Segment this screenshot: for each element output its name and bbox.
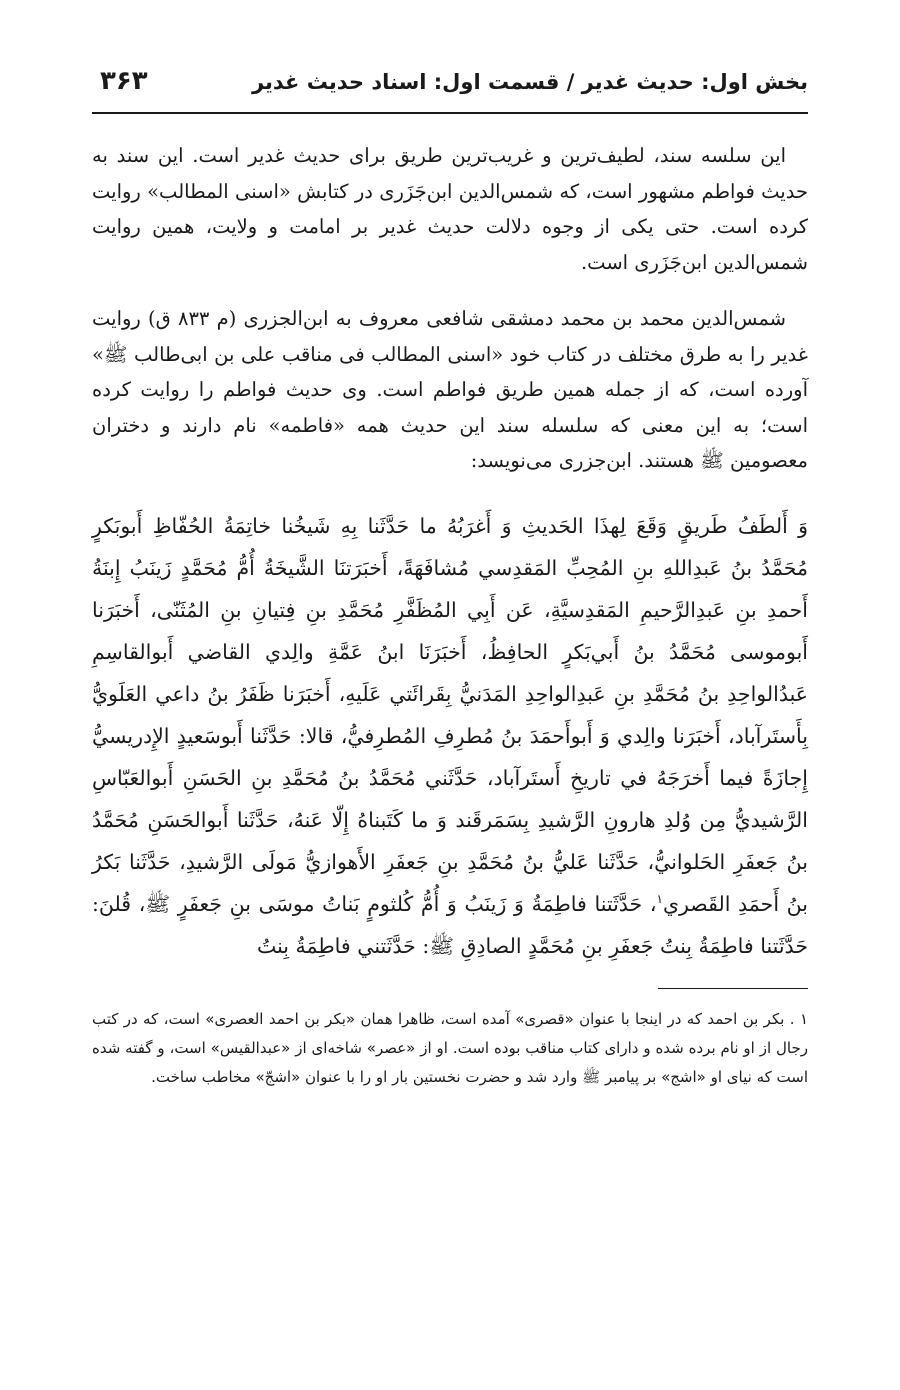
arabic-hadith-chain (92, 505, 808, 967)
book-page (92, 66, 808, 1092)
body-text (92, 138, 808, 967)
paragraph-intro: این سلسه سند، لطیف‌ترین و غریب‌ترین طریق برای حدیث غدیر است. این سند به حدیث فواطم مشهور است، که شمس‌الدین ابن‌جَزَری در کتابش «اسنی المطالب» روایت کرده است. حتی یکی از وجوه دلالت حدیث غدیر بر امامت و ولایت، همین روایت شمس‌الدین ابن‌جَزَری است. (92, 144, 808, 274)
page-number: ۳۶۳ (100, 66, 148, 96)
arabic-text-part-2: ، حَدَّثَتنا فاطِمَةُ وَ زَينَبُ وَ أُمُّ كُلثومٍ بَناتُ موسَى بنِ جَعفَرٍ ﷺ، قُلنَ: حَدَّثَتنا فاطِمَةُ بِنتُ جَعفَرِ بنِ مُحَمَّدٍ الصادِقِ ﷺ: حَدَّثَتني فاطِمَةُ بِنتُ (92, 891, 808, 958)
footnote-reference: ۱ (656, 891, 663, 906)
running-head: بخش اول: حدیث غدیر / قسمت اول: اسناد حدیث غدیر (251, 70, 808, 94)
footnote: ۱ . بکر بن احمد که در اینجا با عنوان «قصری» آمده است، ظاهرا همان «بکر بن احمد العصری» است، که در کتب رجال از او نام برده شده و دارای کتاب مناقب بوده است. او از «عصر» شاخه‌ای از «عبدالقیس» است، و گفته شده است که نیای او «اشج» بر پیامبر ﷺ وارد شد و حضرت نخستین بار او را با عنوان «اشجّ» مخاطب ساخت. (92, 1009, 808, 1086)
paragraph-ibn-jazari: شمس‌الدین محمد بن محمد دمشقی شافعی معروف به ابن‌الجزری (م ۸۳۳ ق) روایت غدیر را به طرق مختلف در کتاب خود «اسنی المطالب فی مناقب علی بن ابی‌طالب ﷺ» آورده است، که از جمله همین طریق فواطم است. وی حدیث فواطم را روایت کرده است؛ به این معنی که سلسله سند این حدیث همه «فاطمه» نام دارند و دختران معصومین ﷺ هستند. ابن‌جزری می‌نویسد: (92, 307, 808, 472)
page-header (92, 66, 808, 114)
arabic-text-part-1: وَ أَلطَفُ طَريقٍ وَقَعَ لِهذَا الحَديثِ وَ أَغرَبُهُ ما حَدَّثَنا بِهِ شَيخُنا خاتِمَةُ الحُفّاظِ أَبوبَكرٍ مُحَمَّدُ بنُ عَبدِاللهِ بنِ المُحِبِّ المَقدِسي مُشافَهَةً، أَخبَرَتنَا الشَّيخَةُ أُمُّ مُحَمَّدٍ زَينَبُ إِبنَةُ أَحمدِ بنِ عَبدِالرَّحيمِ المَقدِسيَّةِ، عَن أَبِي المُظَفَّرِ مُحَمَّدِ بنِ فِتيانِ بنِ المُثَنّى، أَخبَرَنا أَبوموسى مُحَمَّدُ بنُ أَبي‌بَكرٍ الحافِظُ، أَخبَرَنَا ابنُ عَمَّةِ والِدي القاضي أَبوالقاسِمِ عَبدُالواحِدِ بنُ مُحَمَّدِ بنِ عَبدِالواحِدِ المَدَنيُّ بِقَرائَتي عَلَيهِ، أَخبَرَنا ظَفَرُ بنُ داعي العَلَويُّ بِأَستَرآباد، أَخبَرَنا والِدي وَ أَبوأَحمَدَ بنُ مُطرِفِ المُطرِفيُّ، قالا: حَدَّثَنا أَبوسَعيدٍ الإِدريسيُّ إِجازَةً فيما أَخرَجَهُ في تاريخِ أَستَرآباد، حَدَّثَني مُحَمَّدُ بنُ مُحَمَّدِ بنِ الحَسَنِ أَبوالعَبّاسِ الرَّشيديُّ مِن وُلدِ هارونِ الرَّشيدِ بِسَمَرقَند وَ ما كَتَبناهُ إِلّا عَنهُ، حَدَّثَنا أَبوالحَسَنِ مُحَمَّدُ بنُ جَعفَرِ الحَلوانيُّ، حَدَّثَنا عَليُّ بنُ مُحَمَّدِ بنِ جَعفَرِ الأَهوازيُّ مَولَى الرَّشيدِ، حَدَّثَنا بَكرُ بنُ أَحمَدِ القَصري (92, 513, 808, 916)
footnote-divider (658, 988, 808, 989)
